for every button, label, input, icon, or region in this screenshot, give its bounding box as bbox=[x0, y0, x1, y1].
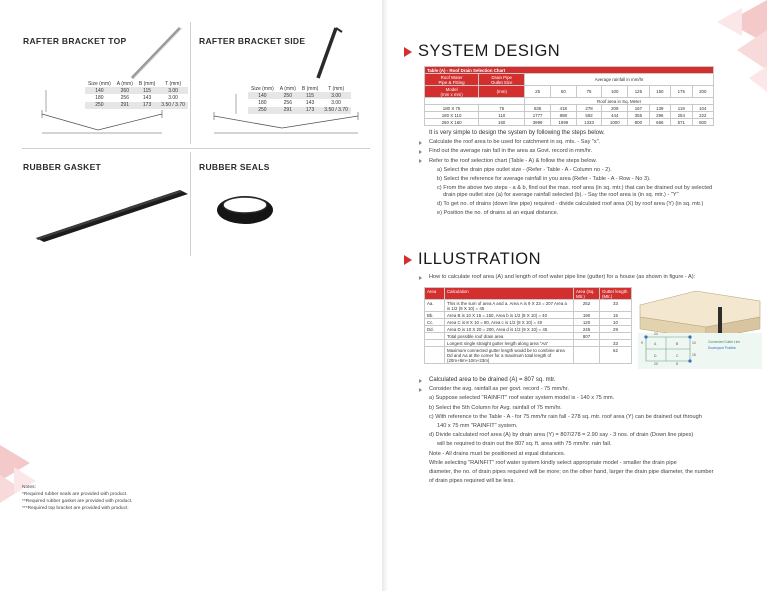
table-row bbox=[425, 333, 632, 340]
system-design-heading bbox=[404, 42, 560, 61]
cell: Maximum connected gutter length would be to combine area Dd and Aa at the corner for a maximum total length of (20m+9m+10m+23m) bbox=[445, 347, 574, 364]
fig-label: D bbox=[654, 354, 657, 358]
heading-arrow-icon bbox=[404, 255, 412, 265]
cell: 180 bbox=[95, 94, 104, 101]
rafter-top-title: RAFTER BRACKET TOP bbox=[23, 36, 127, 46]
note-line: **Required rubber gasket are provided with product. bbox=[22, 499, 133, 504]
cell: 296 bbox=[649, 112, 670, 119]
fig-label: 9 bbox=[641, 341, 643, 345]
substep-item: a) Select the drain pipe outlet size - (Refer - Table - A - Column no - 2). bbox=[437, 166, 612, 173]
illus-intro-text: How to calculate roof area (A) and length of roof water pipe line (gutter) for a house (as shown in figure - A): bbox=[419, 273, 739, 282]
rain-col: 200 bbox=[692, 86, 714, 98]
chart-head-model bbox=[425, 74, 479, 86]
calc-head-sqm: Area (Sq. Mtr.) bbox=[574, 288, 600, 300]
cell: 15 bbox=[600, 312, 632, 319]
rafter-top-table bbox=[85, 80, 188, 109]
rafter-top-col-b: B (mm) bbox=[138, 80, 156, 87]
rain-col: 125 bbox=[628, 86, 649, 98]
cell: 119 bbox=[671, 105, 692, 112]
table-row bbox=[425, 319, 632, 326]
rain-col: 50 bbox=[550, 86, 576, 98]
rafter-side-col-t: T (mm) bbox=[328, 85, 345, 92]
illustration-intro bbox=[419, 273, 739, 282]
cell: 418 bbox=[550, 105, 576, 112]
cell: 245 bbox=[574, 326, 600, 333]
rafter-side-col-b: B (mm) bbox=[301, 85, 319, 92]
table-row bbox=[425, 312, 632, 319]
cell bbox=[425, 347, 445, 364]
chart-head-model2 bbox=[425, 86, 479, 98]
area-calculation-table bbox=[424, 287, 632, 364]
cell bbox=[425, 333, 445, 340]
table-row bbox=[425, 119, 714, 126]
illus-step: Consider the avg. rainfall as per govt. record - 75 mm/hr. bbox=[419, 385, 749, 394]
table-row bbox=[248, 99, 351, 106]
cell: 180 bbox=[258, 99, 267, 106]
closing-line: While selecting "RAINFIT" roof water system kindly select appropriate model - smaller the drain pipe bbox=[429, 459, 677, 466]
cell: 250 bbox=[248, 107, 277, 114]
cell: Dd. bbox=[425, 326, 445, 333]
cell: Bb. bbox=[425, 312, 445, 319]
fig-legend: Connected Gutter Line bbox=[708, 340, 741, 344]
substep-item: e) Position the no. of drains at an equal distance. bbox=[437, 210, 559, 217]
fig-label: A bbox=[654, 342, 657, 346]
cell: Cc. bbox=[425, 319, 445, 326]
divider-vertical-top bbox=[190, 22, 191, 144]
illustration-heading bbox=[404, 250, 541, 269]
rafter-top-col-t: T (mm) bbox=[165, 80, 182, 87]
table-row bbox=[425, 347, 632, 364]
table-row bbox=[85, 87, 188, 94]
fig-label: 23 bbox=[654, 332, 658, 336]
cell: 167 bbox=[628, 105, 649, 112]
cell: 62 bbox=[600, 347, 632, 364]
cell: 1333 bbox=[576, 119, 602, 126]
cell: Area D is 10 X 20 = 200, Area d is 1/2 (9 X 10) = 45 bbox=[445, 326, 574, 333]
cell: 3.50 / 3.70 bbox=[321, 107, 351, 114]
cell: 355 bbox=[628, 112, 649, 119]
cell bbox=[574, 347, 600, 364]
illus-substep: 140 x 75 mm "RAINFIT" system. bbox=[437, 423, 518, 430]
cell: 592 bbox=[576, 112, 602, 119]
cell bbox=[600, 333, 632, 340]
cell: 3.00 bbox=[158, 87, 188, 94]
substep-item: c) From the above two steps - a & b, find out the max. roof area (in sq. mtr.) that can be drained out by selected bbox=[437, 185, 713, 192]
cell: 800 bbox=[628, 119, 649, 126]
fig-label: 20 bbox=[654, 362, 658, 366]
cell: 1000 bbox=[602, 119, 628, 126]
rubber-seals-title: RUBBER SEALS bbox=[199, 162, 270, 172]
cell: 291 bbox=[277, 107, 299, 114]
cell: 29 bbox=[600, 326, 632, 333]
notes bbox=[22, 484, 132, 512]
chart-area-label: Roof area in Sq. Meter bbox=[525, 98, 714, 105]
table-row bbox=[248, 92, 351, 99]
illustration-title: ILLUSTRATION bbox=[418, 250, 542, 268]
cell: 444 bbox=[602, 112, 628, 119]
chart-caption: Table (A) - Roof Drain Selection Chart bbox=[425, 67, 714, 74]
cell: 571 bbox=[671, 119, 692, 126]
cell: 260 bbox=[114, 87, 136, 94]
rain-col: 75 bbox=[576, 86, 602, 98]
cell: 209 bbox=[602, 105, 628, 112]
cell: 190 bbox=[574, 312, 600, 319]
cell: 140 bbox=[85, 87, 114, 94]
substep-item: drain pipe outlet size (a) for average rainfall selected (b). - Say the roof area is (in sq. mtr.) - "Y" bbox=[443, 192, 679, 199]
cell: 139 bbox=[649, 105, 670, 112]
divider-horizontal bbox=[22, 148, 370, 149]
cell: 3.50 / 3.70 bbox=[158, 102, 188, 109]
cell: Total possible roof drain area bbox=[445, 333, 574, 340]
cell: Aa. bbox=[425, 300, 445, 312]
chart-head-drain-unit: (mm) bbox=[479, 86, 525, 98]
cell bbox=[425, 340, 445, 347]
substep-item: d) To get no. of drains (down line pipe) required - divide calculated roof area (X) by roof area (Y) (in sq. mtr.) bbox=[437, 201, 704, 208]
rafter-side-col-size: Size (mm) bbox=[251, 85, 274, 92]
rafter-side-drawing bbox=[208, 24, 368, 136]
cell: Area B is 10 X 15 = 150, Area b is 1/2 (8 X 10) = 40 bbox=[445, 312, 574, 319]
cell: 173 bbox=[136, 102, 158, 109]
step-item: Find out the average rain fall in the area as Govt. record in mm/hr. bbox=[419, 147, 739, 156]
fig-legend: Downspout Position bbox=[708, 346, 737, 350]
cell: 33 bbox=[600, 340, 632, 347]
house-roof-illustration bbox=[636, 287, 764, 371]
steps-intro: It is very simple to design the system by following the steps below. bbox=[429, 130, 605, 136]
illus-substep: will be required to drain out the 807 sq. ft. area with 75 mm/hr. rain fall. bbox=[437, 441, 612, 448]
rubber-gasket-image bbox=[30, 186, 190, 244]
rafter-side-col-a: A (mm) bbox=[279, 85, 296, 92]
table-row bbox=[85, 94, 188, 101]
cell: 256 bbox=[283, 99, 292, 106]
heading-arrow-icon bbox=[404, 47, 412, 57]
illus-step: Calculated area to be drained (A) = 807 sq. mtr. bbox=[419, 376, 749, 385]
cell: 3999 bbox=[525, 119, 551, 126]
illus-substep: b) Select the 5th Column for Avg. rainfall of 75 mm/hr. bbox=[429, 404, 562, 411]
head-line: Roof Water bbox=[440, 74, 463, 80]
note-line: *Required rubber seals are provided with product. bbox=[22, 492, 128, 497]
fig-label: 15 bbox=[692, 353, 696, 357]
rubber-seal-image bbox=[212, 188, 278, 232]
cell: 140 bbox=[248, 92, 277, 99]
closing-line: diameter, the no. of drain pipes required will be more; on the other hand, larger the drain pipe diameter, the number bbox=[429, 469, 714, 476]
design-steps bbox=[419, 129, 739, 219]
fig-label: 8 bbox=[676, 362, 678, 366]
cell: 3.00 bbox=[321, 92, 351, 99]
cell: 33 bbox=[600, 300, 632, 312]
head-line: Model bbox=[445, 86, 458, 92]
cell: 115 bbox=[299, 92, 321, 99]
fig-label: 10 bbox=[692, 341, 696, 345]
calc-head-area: Area bbox=[425, 288, 445, 300]
illus-note: Note - All drains must be positioned at equal distances. bbox=[429, 450, 566, 457]
cell: This is the sum of area A and a. Area A is 9 X 23 = 207 Area a is 1/2 (9 X 10) = 45 bbox=[445, 300, 574, 312]
cell: 180 X 75 bbox=[425, 105, 479, 112]
cell: 1999 bbox=[550, 119, 576, 126]
head-line: Pipe & Fitting bbox=[438, 79, 465, 85]
illus-substep: d) Divide calculated roof area (A) by drain area (Y) = 807/278 = 2.90 say - 3 nos. of drain (Down line pipes) bbox=[429, 432, 694, 439]
cell: 250 X 160 bbox=[425, 119, 479, 126]
cell: 278 bbox=[576, 105, 602, 112]
cell: 143 bbox=[305, 99, 315, 106]
system-design-title: SYSTEM DESIGN bbox=[418, 42, 561, 60]
rain-col: 100 bbox=[602, 86, 628, 98]
step-item: Refer to the roof selection chart (Table - A) & follow the steps below. bbox=[419, 157, 739, 166]
divider-vertical-bottom bbox=[190, 152, 191, 256]
cell: 250 bbox=[85, 102, 114, 109]
cell: 173 bbox=[299, 107, 321, 114]
chart-head-drain bbox=[479, 74, 525, 86]
cell: 250 bbox=[277, 92, 299, 99]
closing-line: of drain pipes required will be less. bbox=[429, 478, 515, 485]
fig-label: C bbox=[676, 354, 679, 358]
cell: 120 bbox=[574, 319, 600, 326]
illustration-steps bbox=[419, 376, 749, 486]
substep-item: b) Select the reference for average rainfall in you area (Refer - Table - A - Row - No 3). bbox=[437, 176, 651, 183]
cell: 254 bbox=[671, 112, 692, 119]
rafter-side-table bbox=[248, 85, 351, 114]
rain-col: 150 bbox=[649, 86, 670, 98]
step-item: Calculate the roof area to be used for catchment in sq. mts. - Say "x". bbox=[419, 138, 739, 147]
calc-head-gutter: Gutter length (Mtr.) bbox=[600, 288, 632, 300]
rafter-top-col-size: Size (mm) bbox=[88, 80, 111, 87]
cell: 888 bbox=[550, 112, 576, 119]
rubber-gasket-title: RUBBER GASKET bbox=[23, 162, 102, 172]
note-line: ***Required top bracket are provided with product. bbox=[22, 506, 129, 511]
notes-heading: Notes: bbox=[22, 485, 36, 490]
head-line: Drain Pipe bbox=[491, 74, 512, 80]
cell: 3.00 bbox=[168, 94, 178, 101]
table-row bbox=[425, 326, 632, 333]
cell bbox=[574, 340, 600, 347]
cell: 252 bbox=[574, 300, 600, 312]
table-row bbox=[248, 107, 351, 114]
table-row bbox=[425, 112, 714, 119]
head-line: (mm x mm) bbox=[440, 91, 463, 97]
cell: 115 bbox=[136, 87, 158, 94]
cell: 10 bbox=[600, 319, 632, 326]
calc-head-calc: Calculation bbox=[445, 288, 574, 300]
cell: 104 bbox=[692, 105, 714, 112]
cell: 807 bbox=[574, 333, 600, 340]
cell: 222 bbox=[692, 112, 714, 119]
rain-col: 25 bbox=[525, 86, 551, 98]
cell: Longest single straight gutter length along area "Aa" bbox=[445, 340, 574, 347]
cell: 1777 bbox=[525, 112, 551, 119]
rain-col: 175 bbox=[671, 86, 692, 98]
table-row bbox=[425, 340, 632, 347]
cell: 75 bbox=[479, 105, 525, 112]
cell: 835 bbox=[525, 105, 551, 112]
cell: Area C is 8 X 10 = 80, Area c is 1/2 (8 X 10) = 40 bbox=[445, 319, 574, 326]
cell: 110 bbox=[479, 112, 525, 119]
cell: 256 bbox=[120, 94, 129, 101]
table-row bbox=[425, 105, 714, 112]
cell: 180 X 110 bbox=[425, 112, 479, 119]
rafter-top-col-a: A (mm) bbox=[116, 80, 133, 87]
cell: 143 bbox=[142, 94, 152, 101]
head-line: Outlet Size bbox=[490, 79, 513, 85]
cell: 500 bbox=[692, 119, 714, 126]
cell: 291 bbox=[114, 102, 136, 109]
table-row bbox=[85, 102, 188, 109]
roof-drain-chart bbox=[424, 66, 714, 126]
fig-label: B bbox=[676, 342, 679, 346]
cell: 666 bbox=[649, 119, 670, 126]
rafter-side-title: RAFTER BRACKET SIDE bbox=[199, 36, 306, 46]
cell: 160 bbox=[479, 119, 525, 126]
chart-head-rainfall: Average rainfall in mm/hr bbox=[525, 74, 714, 86]
illus-substep: a) Suppose selected "RAINFIT" roof water system model is - 140 x 75 mm. bbox=[429, 395, 615, 402]
illus-substep: c) With reference to the Table - A - for 75 mm/hr rain fall - 278 sq. mtr. roof area (Y) can be drained out through bbox=[429, 413, 702, 420]
table-row bbox=[425, 300, 632, 312]
cell: 3.00 bbox=[331, 99, 341, 106]
page-gutter bbox=[382, 0, 388, 591]
chart-blank bbox=[425, 98, 525, 105]
